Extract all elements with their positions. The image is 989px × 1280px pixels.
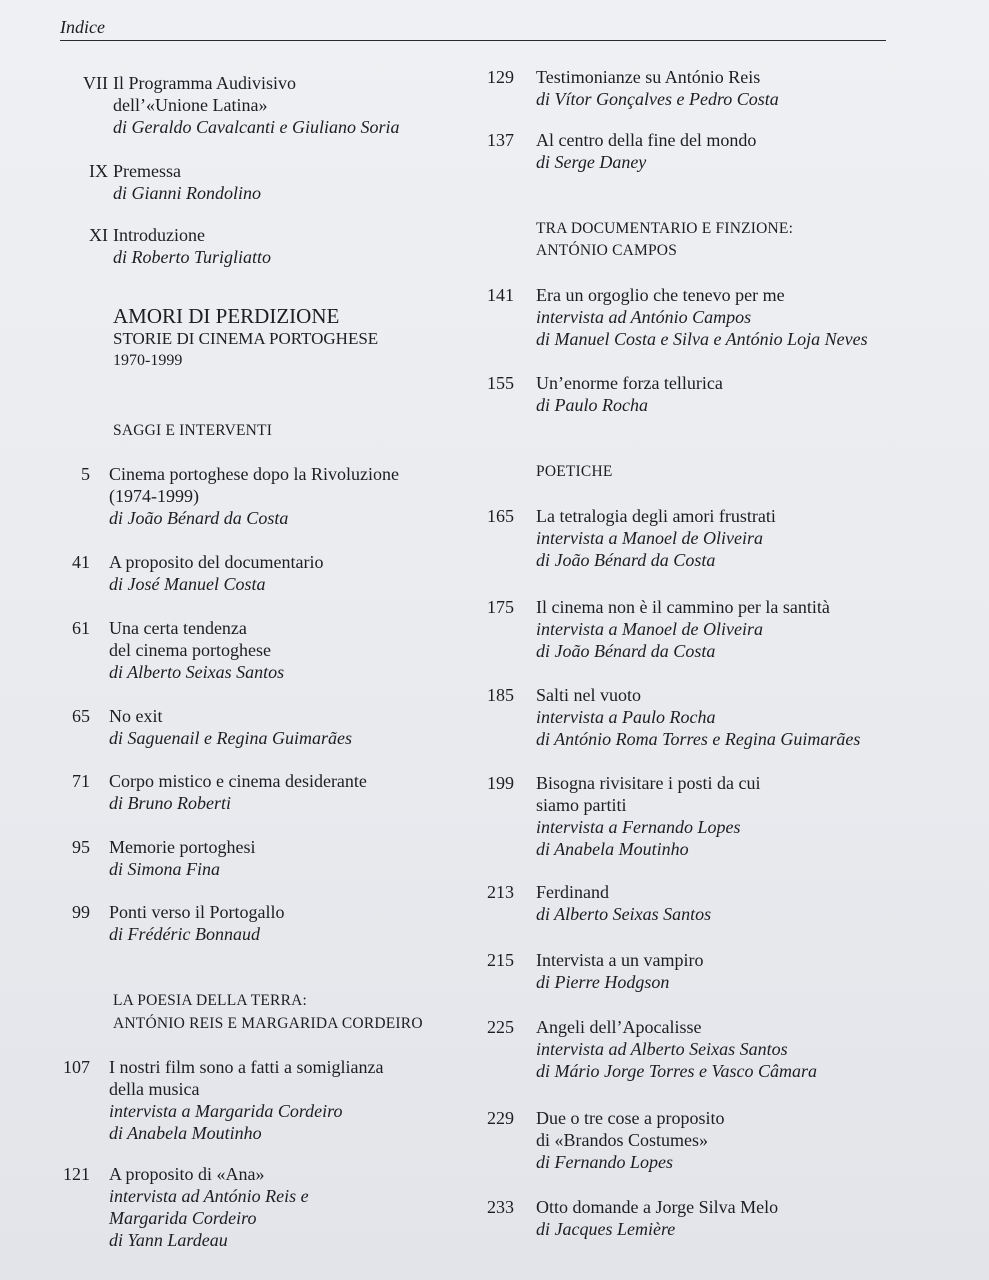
entry-number: VII xyxy=(83,73,108,93)
entry-title: Era un orgoglio che tenevo per me xyxy=(536,285,785,305)
entry-author: di Manuel Costa e Silva e António Loja Neves xyxy=(536,329,868,349)
page-header xyxy=(60,14,886,41)
entry-author: di Alberto Seixas Santos xyxy=(109,662,285,682)
entry-author: intervista a Manoel de Oliveira xyxy=(536,619,763,639)
section-heading: TRA DOCUMENTARIO E FINZIONE: xyxy=(536,220,794,237)
entry-number: 129 xyxy=(487,67,514,87)
entry-number: 165 xyxy=(487,506,514,526)
entry-number: IX xyxy=(89,161,108,181)
entry-author: di Fernando Lopes xyxy=(536,1152,673,1172)
entry-author: intervista a Fernando Lopes xyxy=(536,817,741,837)
entry-number: 137 xyxy=(487,130,514,150)
entry-title: Introduzione xyxy=(113,225,205,245)
entry-title: Il cinema non è il cammino per la santità xyxy=(536,597,830,617)
entry-title: di «Brandos Costumes» xyxy=(536,1130,709,1150)
entry-author: di Jacques Lemière xyxy=(536,1219,676,1239)
entry-author: di Simona Fina xyxy=(109,859,220,879)
entry-author: di João Bénard da Costa xyxy=(109,508,289,528)
entry-number: 95 xyxy=(72,837,90,857)
entry-author: di Mário Jorge Torres e Vasco Câmara xyxy=(536,1061,818,1081)
entry-title: Salti nel vuoto xyxy=(536,685,641,705)
entry-author: intervista a Manoel de Oliveira xyxy=(536,528,763,548)
entry-author: Margarida Cordeiro xyxy=(109,1208,257,1228)
entry-title: della musica xyxy=(109,1079,200,1099)
entry-title: I nostri film sono a fatti a somiglianza xyxy=(109,1057,384,1077)
entry-title: Al centro della fine del mondo xyxy=(536,130,757,150)
entry-title: Un’enorme forza tellurica xyxy=(536,373,723,393)
entry-number: 107 xyxy=(63,1057,90,1077)
entry-title: Cinema portoghese dopo la Rivoluzione xyxy=(109,464,399,484)
entry-number: XI xyxy=(89,225,108,245)
section-heading: ANTÓNIO CAMPOS xyxy=(536,242,678,259)
entry-title: La tetralogia degli amori frustrati xyxy=(536,506,776,526)
entry-title: No exit xyxy=(109,706,163,726)
entry-author: intervista a Margarida Cordeiro xyxy=(109,1101,343,1121)
book-title-block xyxy=(113,304,378,372)
entry-title: Angeli dell’Apocalisse xyxy=(536,1017,702,1037)
entry-title: (1974-1999) xyxy=(109,486,199,506)
entry-author: di Alberto Seixas Santos xyxy=(536,904,712,924)
entry-author: intervista a Paulo Rocha xyxy=(536,707,716,727)
book-years: 1970-1999 xyxy=(113,352,183,369)
entry-number: 65 xyxy=(72,706,90,726)
entry-author: di Frédéric Bonnaud xyxy=(109,924,260,944)
entry-title: Corpo mistico e cinema desiderante xyxy=(109,771,367,791)
entry-number: 61 xyxy=(72,618,90,638)
entry-number: 215 xyxy=(487,950,514,970)
entry-author: intervista ad António Campos xyxy=(536,307,752,327)
entry-title: Premessa xyxy=(113,161,181,181)
entry-author: di Geraldo Cavalcanti e Giuliano Soria xyxy=(113,117,400,137)
book-subtitle: STORIE DI CINEMA PORTOGHESE xyxy=(113,329,379,348)
entry-author: di João Bénard da Costa xyxy=(536,641,716,661)
section-heading: LA POESIA DELLA TERRA: xyxy=(113,992,308,1009)
entry-title: dell’«Unione Latina» xyxy=(113,95,268,115)
entry-author: intervista ad Alberto Seixas Santos xyxy=(536,1039,788,1059)
entry-author: di José Manuel Costa xyxy=(109,574,266,594)
entry-title: A proposito del documentario xyxy=(109,552,324,572)
entry-author: di Serge Daney xyxy=(536,152,647,172)
entry-author: di Anabela Moutinho xyxy=(109,1123,262,1143)
entry-author: di Vítor Gonçalves e Pedro Costa xyxy=(536,89,779,109)
entry-number: 141 xyxy=(487,285,514,305)
entry-author: intervista ad António Reis e xyxy=(109,1186,309,1206)
entry-author: di Saguenail e Regina Guimarães xyxy=(109,728,352,748)
entry-number: 5 xyxy=(81,464,90,484)
entry-title: Una certa tendenza xyxy=(109,618,247,638)
entry-number: 41 xyxy=(72,552,90,572)
entry-title: Testimonianze su António Reis xyxy=(536,67,761,87)
entry-author: di João Bénard da Costa xyxy=(536,550,716,570)
entry-author: di Gianni Rondolino xyxy=(113,183,261,203)
entry-author: di Bruno Roberti xyxy=(109,793,231,813)
entry-title: Memorie portoghesi xyxy=(109,837,256,857)
section-heading: POETICHE xyxy=(536,463,613,480)
entry-title: del cinema portoghese xyxy=(109,640,271,660)
entry-author: di Pierre Hodgson xyxy=(536,972,670,992)
entry-title: Il Programma Audivisivo xyxy=(113,73,296,93)
entry-author: di Roberto Turigliatto xyxy=(113,247,272,267)
entry-title: Bisogna rivisitare i posti da cui xyxy=(536,773,761,793)
section-heading: SAGGI E INTERVENTI xyxy=(113,422,273,439)
entry-number: 229 xyxy=(487,1108,514,1128)
entry-author: di Yann Lardeau xyxy=(109,1230,228,1250)
entry-title: Intervista a un vampiro xyxy=(536,950,704,970)
entry-number: 71 xyxy=(72,771,90,791)
entry-title: Due o tre cose a proposito xyxy=(536,1108,725,1128)
entry-number: 213 xyxy=(487,882,514,902)
entry-title: Otto domande a Jorge Silva Melo xyxy=(536,1197,779,1217)
entry-number: 175 xyxy=(487,597,514,617)
entry-title: Ponti verso il Portogallo xyxy=(109,902,285,922)
entry-number: 199 xyxy=(487,773,514,793)
entry-number: 155 xyxy=(487,373,514,393)
entry-title: A proposito di «Ana» xyxy=(109,1164,265,1184)
entry-number: 99 xyxy=(72,902,90,922)
entry-author: di António Roma Torres e Regina Guimarães xyxy=(536,729,861,749)
section-heading: ANTÓNIO REIS E MARGARIDA CORDEIRO xyxy=(113,1015,423,1032)
entry-number: 121 xyxy=(63,1164,90,1184)
book-title: AMORI DI PERDIZIONE xyxy=(113,304,340,328)
entry-number: 233 xyxy=(487,1197,514,1217)
entry-number: 185 xyxy=(487,685,514,705)
entry-author: di Paulo Rocha xyxy=(536,395,648,415)
entry-number: 225 xyxy=(487,1017,514,1037)
entry-title: Ferdinand xyxy=(536,882,609,902)
entry-author: di Anabela Moutinho xyxy=(536,839,689,859)
header-label: Indice xyxy=(60,17,105,37)
entry-title: siamo partiti xyxy=(536,795,627,815)
